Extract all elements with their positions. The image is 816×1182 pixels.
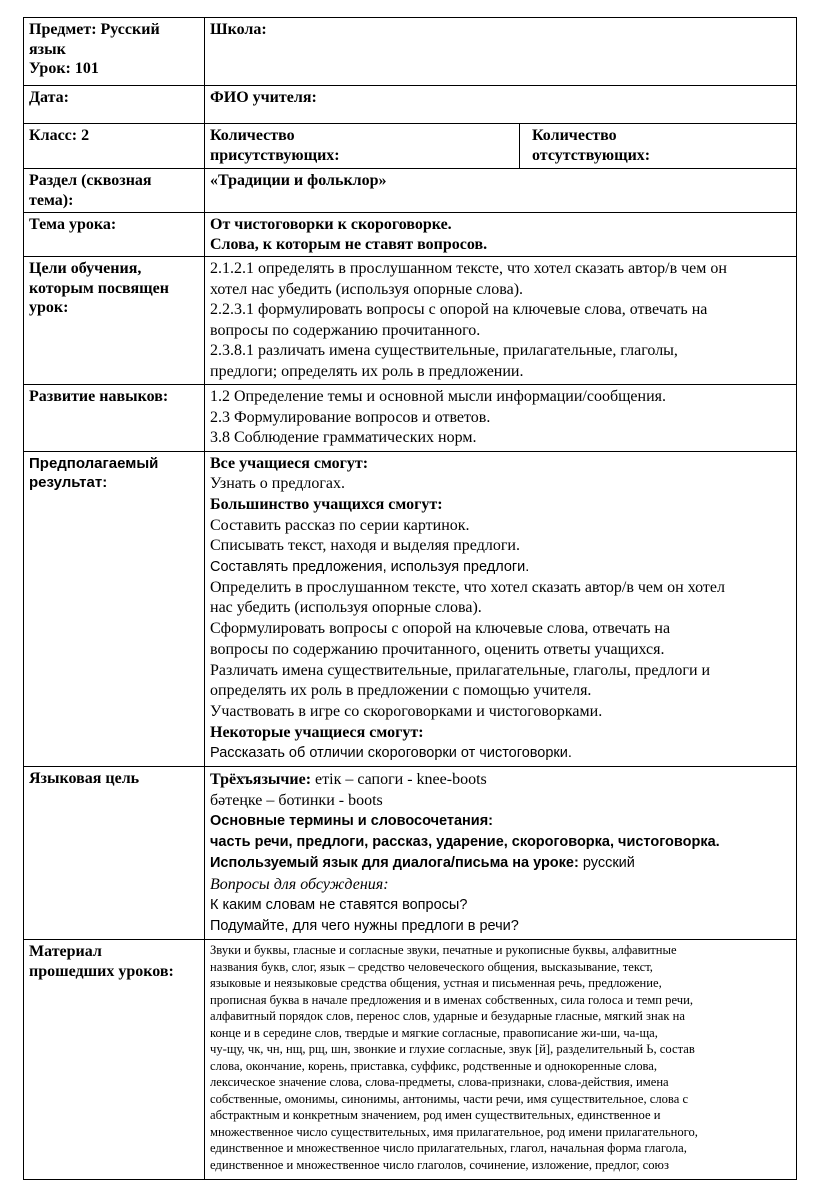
present-label: Количество (210, 127, 295, 144)
topic-line: От чистоговорки к скороговорке. (210, 216, 452, 233)
prior-label-cont: прошедших уроков: (29, 962, 174, 980)
results-label-cell (24, 451, 205, 767)
results-line: определять их роль в предложении с помощью учителя. (210, 682, 592, 700)
prior-line: множественное число существительных, имя прилагательное, род имени прилагательного, (210, 1124, 698, 1139)
goals-label-cont: которым посвящен (29, 279, 169, 297)
skills-cell (205, 385, 797, 452)
results-label: Предполагаемый (29, 454, 159, 472)
teacher-label: ФИО учителя: (210, 89, 317, 106)
question-line: К каким словам не ставятся вопросы? (210, 897, 468, 914)
results-line: Сформулировать вопросы с опорой на ключевые слова, отвечать на (210, 620, 671, 638)
results-line: Составлять предложения, используя предлоги. (210, 559, 530, 576)
date-label: Дата: (29, 89, 69, 106)
goals-label-cont: урок: (29, 299, 69, 316)
results-cell (205, 451, 797, 767)
prior-line: лексическое значение слова, слова-предметы, слова-признаки, слова-действия, имена (210, 1075, 669, 1090)
goal-line: 2.1.2.1 определять в прослушанном тексте, что хотел сказать автор/в чем он (210, 260, 727, 277)
prior-label-cell (24, 940, 205, 1180)
row-section (24, 169, 797, 213)
subject-label-cont: язык (29, 40, 66, 58)
results-most-heading: Большинство учащихся смогут: (210, 495, 443, 513)
skill-line: 2.3 Формулирование вопросов и ответов. (210, 408, 491, 426)
prior-line: Звуки и буквы, гласные и согласные звуки, печатные и рукописные буквы, алфавитные (210, 943, 677, 958)
trilingual-words: етік – сапоги - knee-boots (311, 771, 487, 789)
goals-label: Цели обучения, (29, 260, 142, 277)
row-class (24, 124, 797, 169)
used-language-line (210, 853, 791, 874)
goal-line: предлоги; определять их роль в предложении. (210, 362, 524, 380)
section-label-cont: тема): (29, 191, 74, 209)
prior-line: абстрактным и конкретным значением, род имен существительных, единственное и (210, 1108, 661, 1123)
section-value-cell (205, 169, 797, 213)
row-results (24, 451, 797, 767)
prior-line: названия букв, слог, язык – средство человеческого общения, высказывание, текст, (210, 959, 653, 974)
lesson-plan-page (23, 17, 796, 1180)
questions-heading: Вопросы для обсуждения: (210, 876, 389, 894)
prior-line: языковые и неязыковые средства общения, устная и письменная речь, предложение, (210, 976, 662, 991)
section-label-cell (24, 169, 205, 213)
prior-line: прописная буква в начале предложения и в именах собственных, сила голоса и темп речи, (210, 992, 693, 1007)
skills-label-cell (24, 385, 205, 452)
class-cell (24, 124, 205, 169)
results-line: нас убедить (используя опорные слова). (210, 599, 482, 617)
topic-label: Тема урока: (29, 216, 117, 233)
prior-line: единственное и множественное число прилагательных, глагол, начальная форма глагола, (210, 1141, 687, 1156)
used-language-label: Используемый язык для диалога/письма на уроке: (210, 855, 579, 872)
prior-cell (205, 940, 797, 1180)
prior-line: единственное и множественное число глаголов, сочинение, изложение, предлог, союз (210, 1157, 669, 1172)
results-line: Участвовать в игре со скороговорками и чистоговорками. (210, 702, 603, 720)
trilingual-label: Трёхъязычие: (210, 771, 312, 789)
results-line: Рассказать об отличии скороговорки от чистоговорки. (210, 745, 572, 762)
goal-line: 2.3.8.1 различать имена существительные, прилагательные, глаголы, (210, 342, 678, 359)
results-label-cont: результат: (29, 474, 108, 491)
absent-cell (520, 124, 797, 169)
lesson-plan-table (23, 17, 797, 1180)
school-cell (205, 18, 797, 86)
goal-line: хотел нас убедить (используя опорные слова). (210, 280, 524, 298)
trilingual-words-2: бәтеңке – ботинки - boots (210, 792, 383, 810)
prior-line: слова, окончание, корень, приставка, суффикс, родственные и однокоренные слова, (210, 1058, 658, 1073)
section-label: Раздел (сквозная (29, 172, 152, 189)
question-line: Подумайте, для чего нужны предлоги в речи? (210, 918, 519, 935)
results-all-heading: Все учащиеся смогут: (210, 454, 369, 472)
topic-line: Слова, к которым не ставят вопросов. (210, 235, 488, 253)
skills-label: Развитие навыков: (29, 388, 169, 405)
results-line: Составить рассказ по серии картинок. (210, 516, 470, 534)
subject-cell (24, 18, 205, 86)
goals-label-cell (24, 257, 205, 385)
row-subject (24, 18, 797, 86)
topic-value-cell (205, 213, 797, 257)
row-skills (24, 385, 797, 452)
goal-line: вопросы по содержанию прочитанного. (210, 321, 481, 339)
topic-label-cell (24, 213, 205, 257)
date-cell (24, 86, 205, 124)
skill-line: 3.8 Соблюдение грамматических норм. (210, 429, 477, 446)
prior-line: собственные, омонимы, синонимы, антонимы, части речи, имя существительное, слова с (210, 1091, 689, 1106)
language-label-cell (24, 767, 205, 940)
present-label-cont: присутствующих: (210, 146, 340, 164)
prior-line: алфавитный порядок слов, перенос слов, ударные и безударные гласные, мягкий знак на (210, 1009, 685, 1024)
row-topic (24, 213, 797, 257)
teacher-cell (205, 86, 797, 124)
results-some-heading: Некоторые учащиеся смогут: (210, 723, 424, 741)
trilingual-line (210, 769, 791, 790)
terms-heading: Основные термины и словосочетания: (210, 813, 493, 830)
subject-label: Предмет: Русский (29, 21, 160, 38)
language-label: Языковая цель (29, 770, 140, 788)
row-language (24, 767, 797, 940)
absent-label: Количество (532, 127, 617, 144)
results-line: Определить в прослушанном тексте, что хотел сказать автор/в чем он хотел (210, 578, 725, 596)
row-date (24, 86, 797, 124)
prior-line: конце и в середине слов, твердые и мягкие согласные, правописание жи-ши, ча-ща, (210, 1025, 658, 1040)
row-goals (24, 257, 797, 385)
results-line: Списывать текст, находя и выделяя предлоги. (210, 537, 520, 555)
absent-label-cont: отсутствующих: (532, 146, 651, 164)
present-cell (205, 124, 520, 169)
results-line: вопросы по содержанию прочитанного, оценить ответы учащихся. (210, 640, 665, 658)
lesson-number: Урок: 101 (29, 60, 99, 77)
row-prior (24, 940, 797, 1180)
prior-label: Материал (29, 943, 102, 961)
skill-line: 1.2 Определение темы и основной мысли информации/сообщения. (210, 388, 667, 405)
goal-line: 2.2.3.1 формулировать вопросы с опорой на ключевые слова, отвечать на (210, 301, 708, 318)
goals-cell (205, 257, 797, 385)
results-line: Различать имена существительные, прилагательные, глаголы, предлоги и (210, 661, 711, 679)
class-label: Класс: 2 (29, 127, 90, 144)
used-language-value: русский (578, 855, 635, 872)
prior-line: чу-щу, чк, чн, нщ, рщ, шн, звонкие и глухие согласные, звук [й], разделительный Ь, состав (210, 1042, 695, 1057)
school-label: Школа: (210, 21, 267, 38)
language-cell (205, 767, 797, 940)
section-value: «Традиции и фольклор» (210, 172, 387, 189)
terms-list: часть речи, предлоги, рассказ, ударение, скороговорка, чистоговорка. (210, 834, 720, 851)
results-line: Узнать о предлогах. (210, 475, 346, 493)
